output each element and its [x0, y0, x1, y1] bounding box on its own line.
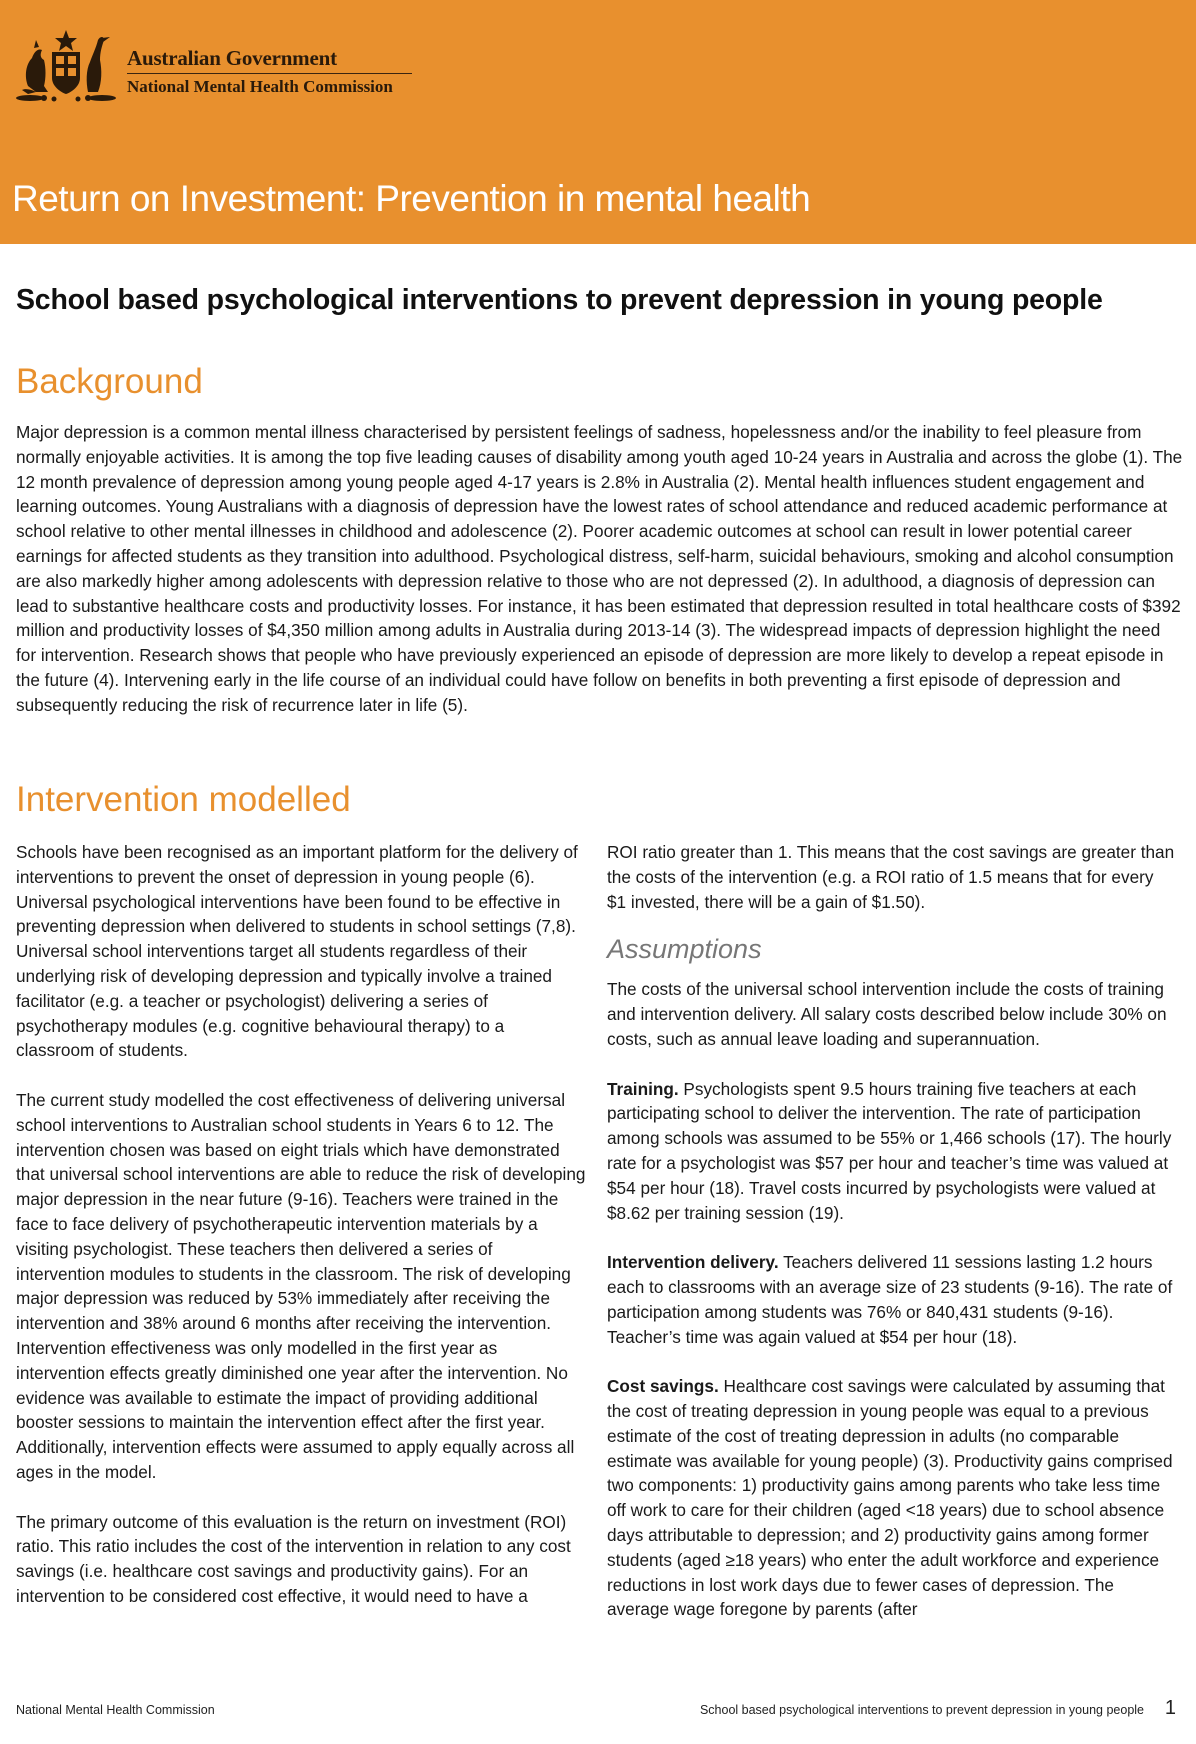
- government-rule: [127, 73, 412, 74]
- roi-continuation-paragraph: ROI ratio greater than 1. This means that the cost savings are greater than the costs of the intervention (e.g. a ROI ratio of 1.5 means that for every $1 invested, there will be a gain of $1.50).: [607, 842, 1175, 912]
- document-title: School based psychological interventions to prevent depression in young people: [16, 284, 1103, 316]
- intervention-paragraph-2: The current study modelled the cost effectiveness of delivering universal school interventions to Australian school students in Years 6 to 12. The intervention chosen was based on eight trials which have demonstrated that universal school interventions are able to reduce the risk of developing major depression in the near future (9-16). Teachers were trained in the face to face delivery of psychotherapeutic intervention materials by a visiting psychologist. These teachers then delivered a series of intervention modules to students in the classroom. The risk of developing major depression was reduced by 53% immediately after receiving the intervention and 38% around 6 months after receiving the intervention. Intervention effectiveness was only modelled in the first year as intervention effects greatly diminished one year after the intervention. No evidence was available to estimate the impact of providing additional booster sessions to maintain the intervention effect after the first year. Additionally, intervention effects were assumed to apply equally across all ages in the model.: [16, 1089, 586, 1482]
- intervention-paragraph-1: Schools have been recognised as an important platform for the delivery of interventions to prevent the onset of depression in young people (6). Universal psychological interventions have been found to be effective in preventing depression when delivered to students in school settings (7,8). Universal school interventions target all students regardless of their underlying risk of developing depression and typically involve a trained facilitator (e.g. a teacher or psychologist) delivering a series of psychotherapy modules (e.g. cognitive behavioural therapy) to a classroom of students.: [16, 842, 578, 1061]
- cost-savings-paragraph: [607, 1374, 1177, 1622]
- intervention-paragraph-3: The primary outcome of this evaluation is the return on investment (ROI) ratio. This ratio includes the cost of the intervention in relation to any cost savings (i.e. healthcare cost savings and productivity gains). For an intervention to be considered cost effective, it would need to have a: [16, 1511, 571, 1606]
- background-paragraph: Major depression is a common mental illness characterised by persistent feelings of sadness, hopelessness and/or the inability to feel pleasure from normally enjoyable activities. It is among the top five leading causes of disability among youth aged 10-24 years in Australia and across the globe (1). The 12 month prevalence of depression among young people aged 4-17 years is 2.8% in Australia (2). Mental health influences student engagement and learning outcomes. Young Australians with a diagnosis of depression have the lowest rates of school attendance and reduced academic performance at school relative to other mental illnesses in childhood and adolescence (2). Poorer academic outcomes at school can result in lower potential career earnings for affected students as they transition into adulthood. Psychological distress, self-harm, suicidal behaviours, smoking and alcohol consumption are also markedly higher among adolescents with depression relative to those who are not depressed (2). In adulthood, a diagnosis of depression can lead to substantive healthcare costs and productivity losses. For instance, it has been estimated that depression resulted in total healthcare costs of $392 million and productivity losses of $4,350 million among adults in Australia during 2013-14 (3). The widespread impacts of depression highlight the need for intervention. Research shows that people who have previously experienced an episode of depression are more likely to develop a repeat episode in the future (4). Intervening early in the life course of an individual could have follow on benefits in both preventing a first episode of depression and subsequently reducing the risk of recurrence later in life (5).: [16, 422, 1183, 715]
- footer-organisation: National Mental Health Commission: [16, 1703, 215, 1717]
- coat-of-arms-icon: [14, 20, 118, 104]
- delivery-label: Intervention delivery.: [607, 1252, 779, 1273]
- delivery-text: Teachers delivered 11 sessions lasting 1.2 hours each to classrooms with an average size of 23 students (9-16). The rate of participation among students was 76% or 840,431 students (9-16). Teacher’s time was again valued at $54 per hour (18).: [607, 1252, 1173, 1347]
- government-name: Australian Government: [127, 46, 337, 70]
- header-banner: [0, 0, 1196, 244]
- cost-savings-label: Cost savings.: [607, 1376, 719, 1397]
- cost-savings-text: Healthcare cost savings were calculated by assuming that the cost of treating depression in young people was equal to a previous estimate of the cost of treating depression in adults (no comparable estimate was available for young people) (3). Productivity gains comprised two components: 1) productivity gains among parents who take less time off work to care for their children (aged <18 years) due to school absence days attributable to depression; and 2) productivity gains among former students (aged ≥18 years) who enter the adult workforce and experience reductions in lost work days due to fewer cases of depression. The average wage foregone by parents (after: [607, 1376, 1173, 1620]
- assumptions-paragraph: The costs of the universal school intervention include the costs of training and intervention delivery. All salary costs described below include 30% on costs, such as annual leave loading and superannuation.: [607, 979, 1167, 1049]
- training-paragraph: [607, 1077, 1177, 1226]
- left-column: [16, 840, 586, 1609]
- agency-name: National Mental Health Commission: [127, 77, 393, 96]
- background-heading: Background: [16, 362, 203, 401]
- intervention-heading: Intervention modelled: [16, 780, 351, 819]
- right-column: [607, 840, 1177, 1622]
- footer-document-title: School based psychological interventions to prevent depression in young people: [699, 1703, 1144, 1717]
- banner-title: Return on Investment: Prevention in mental health: [12, 178, 811, 219]
- page-number: 1: [1164, 1697, 1176, 1719]
- assumptions-heading: Assumptions: [607, 934, 762, 965]
- delivery-paragraph: [607, 1250, 1177, 1349]
- training-label: Training.: [607, 1078, 679, 1099]
- training-text: Psychologists spent 9.5 hours training five teachers at each participating school to deliver the intervention. The rate of participation among schools was assumed to be 55% or 1,466 schools (17). The hourly rate for a psychologist was $57 per hour and teacher’s time was valued at $54 per hour (18). Travel costs incurred by psychologists were valued at $8.62 per training session (19).: [607, 1078, 1172, 1223]
